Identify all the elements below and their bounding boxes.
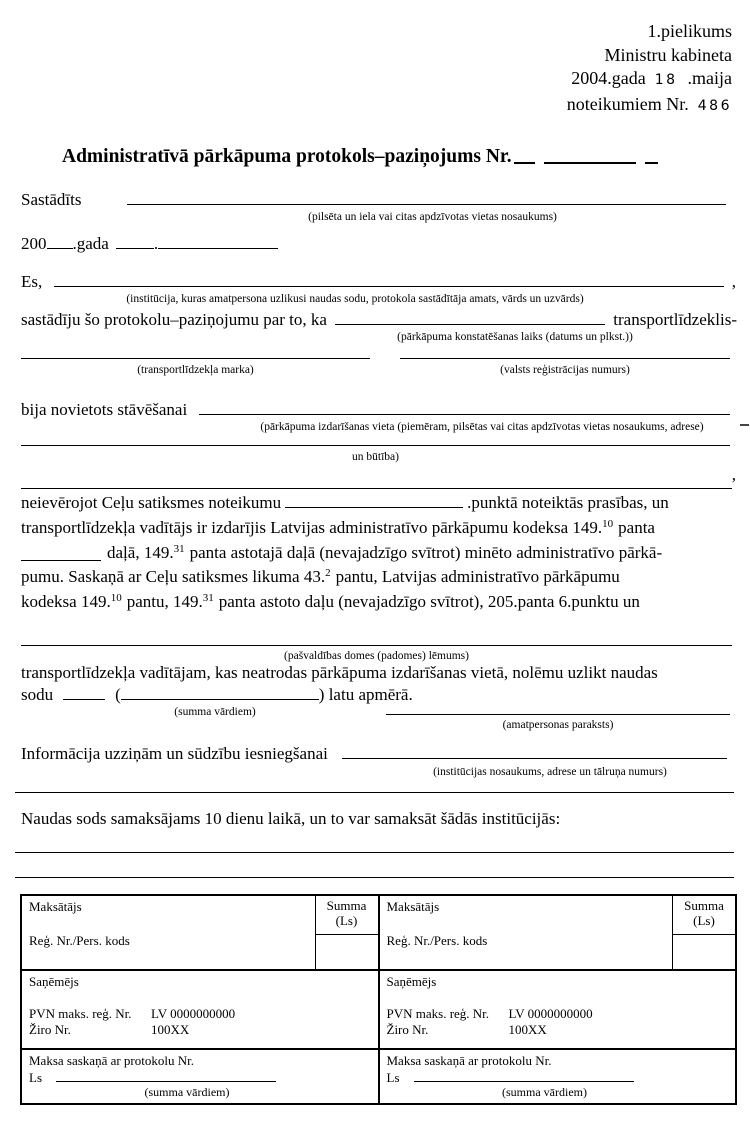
sum-label: Summa: [326, 898, 367, 913]
page-title: [62, 146, 658, 168]
field-date-gada: .gada: [72, 234, 109, 253]
recipient-label: Saņēmējs: [29, 974, 79, 990]
decision-paren-open: (: [115, 684, 121, 704]
ls-label: Ls: [386, 1070, 400, 1085]
blank-info-institution: [342, 754, 727, 759]
fee-row: [380, 1048, 736, 1103]
recipient-details: [29, 1006, 371, 1037]
blank-official-signature: [386, 714, 730, 715]
reference-date-prefix: 2004.gada: [571, 68, 646, 88]
payer-row: [380, 896, 736, 969]
field-protocol-row: [21, 310, 737, 330]
blank-violation-time: [335, 320, 605, 325]
legal-line-4: [21, 563, 737, 588]
legal-line-2-text-b: panta: [618, 517, 655, 537]
blank-vehicle-make: [21, 358, 370, 359]
legal-line-2: [21, 514, 737, 539]
payment-slip-left: [22, 896, 378, 1103]
blank-protocol-number-1: [514, 159, 535, 164]
decision-paren-close: ) latu apmērā.: [318, 684, 413, 704]
blank-rule-point: [285, 503, 463, 508]
caption-fee-amount-words: (summa vārdiem): [144, 1085, 230, 1099]
caption-place: (pilsēta un iela vai citas apdzīvotas vietas nosaukums): [308, 211, 557, 223]
legal-line-1: [21, 492, 737, 514]
field-official-row: [21, 272, 736, 292]
field-parked-label: bija novietots stāvēšanai: [21, 400, 188, 419]
payer-cell: [380, 896, 673, 969]
fee-row: [22, 1048, 378, 1103]
blank-protocol-number-3: [645, 159, 658, 164]
field-official-comma: ,: [731, 272, 736, 291]
legal-line-5-text-b: pantu, 149.: [126, 592, 203, 612]
legal-line-4-text-b: pantu, Latvijas administratīvo pārkāpumu: [335, 567, 620, 587]
legal-line-5-sup-2: 31: [202, 592, 214, 605]
trailing-comma: ,: [731, 465, 736, 484]
sum-unit-label: (Ls): [335, 913, 358, 928]
pvn-label: PVN maks. reģ. Nr.: [29, 1006, 132, 1022]
field-place-row: [21, 190, 726, 210]
payer-cell: [22, 896, 315, 969]
legal-line-1-text-a: neievērojot Ceļu satiksmes noteikumu: [21, 493, 282, 512]
caption-violation-essence: un būtība): [352, 451, 399, 463]
legal-line-1-text-b: .punktā noteiktās prasības, un: [467, 493, 669, 512]
reference-line-2: Ministru kabineta: [604, 44, 732, 65]
reference-day-value: 18: [654, 72, 678, 88]
field-vehicle-word: transportlīdzeklis-: [613, 310, 737, 329]
margin-dash-mark: [740, 424, 749, 426]
blank-institution-line-1: [15, 852, 734, 853]
reference-date-suffix: .maija: [687, 68, 732, 88]
payment-slip-table: [20, 894, 737, 1105]
blank-municipality-decision: [21, 645, 732, 646]
reference-number-prefix: noteikumiem Nr.: [566, 93, 689, 114]
reference-line-1: 1.pielikums: [647, 21, 732, 41]
blank-fine-amount-words: [121, 695, 319, 700]
fee-ls-line: [387, 1070, 729, 1085]
ziro-label: Žiro Nr.: [29, 1022, 71, 1038]
recipient-row: [380, 969, 736, 1048]
fee-label: Maksa saskaņā ar protokolu Nr.: [386, 1053, 552, 1068]
legal-paragraph: [21, 492, 737, 613]
blank-part-number: [21, 556, 101, 561]
sum-header: [673, 896, 735, 935]
decision-sodu-label: sodu: [21, 684, 54, 704]
field-official-label: Es,: [21, 272, 43, 291]
caption-municipality-decision: (pašvaldības domes (padomes) lēmums): [284, 650, 469, 662]
payer-row: [22, 896, 378, 969]
legal-line-5-sup-1: 10: [110, 592, 122, 605]
legal-line-5-text-a: kodeksa 149.: [21, 592, 111, 612]
field-date-dot: .: [153, 234, 159, 253]
decision-paragraph: [21, 662, 737, 706]
sum-label: Summa: [684, 898, 724, 913]
sum-column: [315, 896, 378, 969]
payer-reg-label: Reģ. Nr./Pers. kods: [29, 933, 130, 948]
ziro-value: 100XX: [508, 1022, 547, 1038]
recipient-label: Saņēmējs: [386, 974, 437, 990]
caption-registration-number: (valsts reģistrācijas numurs): [500, 364, 630, 376]
blank-fee-amount: [414, 1077, 634, 1082]
blank-official: [54, 282, 724, 287]
field-info-label: Informācija uzziņām un sūdzību iesniegšanai: [21, 744, 328, 763]
blank-protocol-number-2: [544, 159, 636, 164]
reference-line-4: [567, 93, 732, 119]
reference-number-value: 486: [697, 97, 732, 114]
ziro-label: Žiro Nr.: [386, 1022, 429, 1038]
payer-label: Maksātājs: [29, 899, 82, 914]
field-info-row: [21, 744, 727, 764]
blank-fee-amount: [56, 1077, 276, 1082]
field-date-row: [21, 234, 278, 254]
field-protocol-text: sastādīju šo protokolu–paziņojumu par to, ka: [21, 310, 327, 329]
field-place-label: Sastādīts: [21, 190, 82, 209]
caption-fine-amount-words: (summa vārdiem): [174, 706, 256, 718]
caption-official: (institūcija, kuras amatpersona uzlikusi naudas sodu, protokola sastādītāja amats, vārds un uzvārds): [126, 293, 584, 305]
reference-line-3: [567, 67, 732, 93]
page-title-text: Administratīvā pārkāpuma protokols–paziņojums Nr.: [62, 146, 512, 167]
pvn-label: PVN maks. reģ. Nr.: [386, 1006, 490, 1022]
recipient-details: [387, 1006, 729, 1037]
blank-violation-place: [199, 410, 730, 415]
recipient-row: [22, 969, 378, 1048]
caption-violation-time: (pārkāpuma konstatēšanas laiks (datums un plkst.)): [397, 331, 633, 343]
ziro-value: 100XX: [151, 1022, 190, 1038]
legal-line-2-text: transportlīdzekļa vadītājs ir izdarījis Latvijas administratīvo pārkāpumu kodeksa 149.: [21, 517, 603, 537]
sum-entry-cell: [673, 935, 735, 969]
caption-vehicle-make: (transportlīdzekļa marka): [137, 364, 254, 376]
regulation-reference: [567, 20, 732, 118]
fee-ls-line: [29, 1070, 371, 1085]
legal-line-2-sup: 10: [602, 517, 614, 530]
pvn-value: LV 0000000000: [151, 1006, 236, 1022]
blank-violation-essence: [21, 445, 730, 446]
payment-slip-right: [378, 896, 736, 1103]
payment-intro-text: Naudas sods samaksājams 10 dienu laikā, un to var samaksāt šādās institūcijās:: [21, 809, 561, 828]
legal-line-4-text-a: pumu. Saskaņā ar Ceļu satiksmes likuma 43.: [21, 567, 326, 587]
blank-fine-amount: [63, 695, 105, 700]
caption-official-signature: (amatpersonas paraksts): [502, 719, 614, 731]
sum-unit-label: (Ls): [693, 913, 715, 928]
ls-label: Ls: [29, 1070, 42, 1085]
legal-line-5: [21, 588, 737, 613]
legal-line-4-sup: 2: [325, 567, 331, 580]
payer-label: Maksātājs: [386, 899, 440, 914]
separator-line: [15, 792, 734, 793]
sum-entry-cell: [316, 935, 378, 969]
field-date-century: 200: [21, 234, 47, 253]
blank-registration-number: [400, 358, 730, 359]
caption-fee-amount-words: (summa vārdiem): [502, 1085, 587, 1099]
blank-date-day: [116, 244, 154, 249]
blank-place: [127, 200, 726, 205]
legal-line-3-sup: 31: [173, 542, 185, 555]
pvn-value: LV 0000000000: [508, 1006, 593, 1022]
legal-line-5-text-c: panta astoto daļu (nevajadzīgo svītrot), 205.panta 6.punktu un: [218, 592, 640, 612]
sum-column: [672, 896, 735, 969]
blank-line-full-1: [21, 488, 732, 489]
caption-info-institution: (institūcijas nosaukums, adrese un tālruņa numurs): [433, 766, 667, 778]
blank-date-year: [47, 244, 73, 249]
blank-date-month: [158, 244, 278, 249]
legal-line-3: [21, 539, 737, 564]
legal-line-3-text-a: daļā, 149.: [107, 542, 174, 562]
field-parked-row: [21, 400, 730, 420]
decision-line-2: [21, 684, 737, 706]
payer-reg-label: Reģ. Nr./Pers. kods: [386, 933, 488, 948]
sum-header: [316, 896, 378, 935]
caption-violation-place: (pārkāpuma izdarīšanas vieta (piemēram, pilsētas vai citas apdzīvotas vietas nosaukums, adrese): [260, 421, 704, 433]
decision-line-1: transportlīdzekļa vadītājam, kas neatrodas pārkāpuma izdarīšanas vietā, nolēmu uzlikt naudas: [21, 663, 658, 682]
blank-institution-line-2: [15, 877, 734, 878]
legal-line-3-text-b: panta astotajā daļā (nevajadzīgo svītrot) minēto administratīvo pārkā-: [189, 542, 663, 562]
fee-label: Maksa saskaņā ar protokolu Nr.: [29, 1053, 194, 1068]
